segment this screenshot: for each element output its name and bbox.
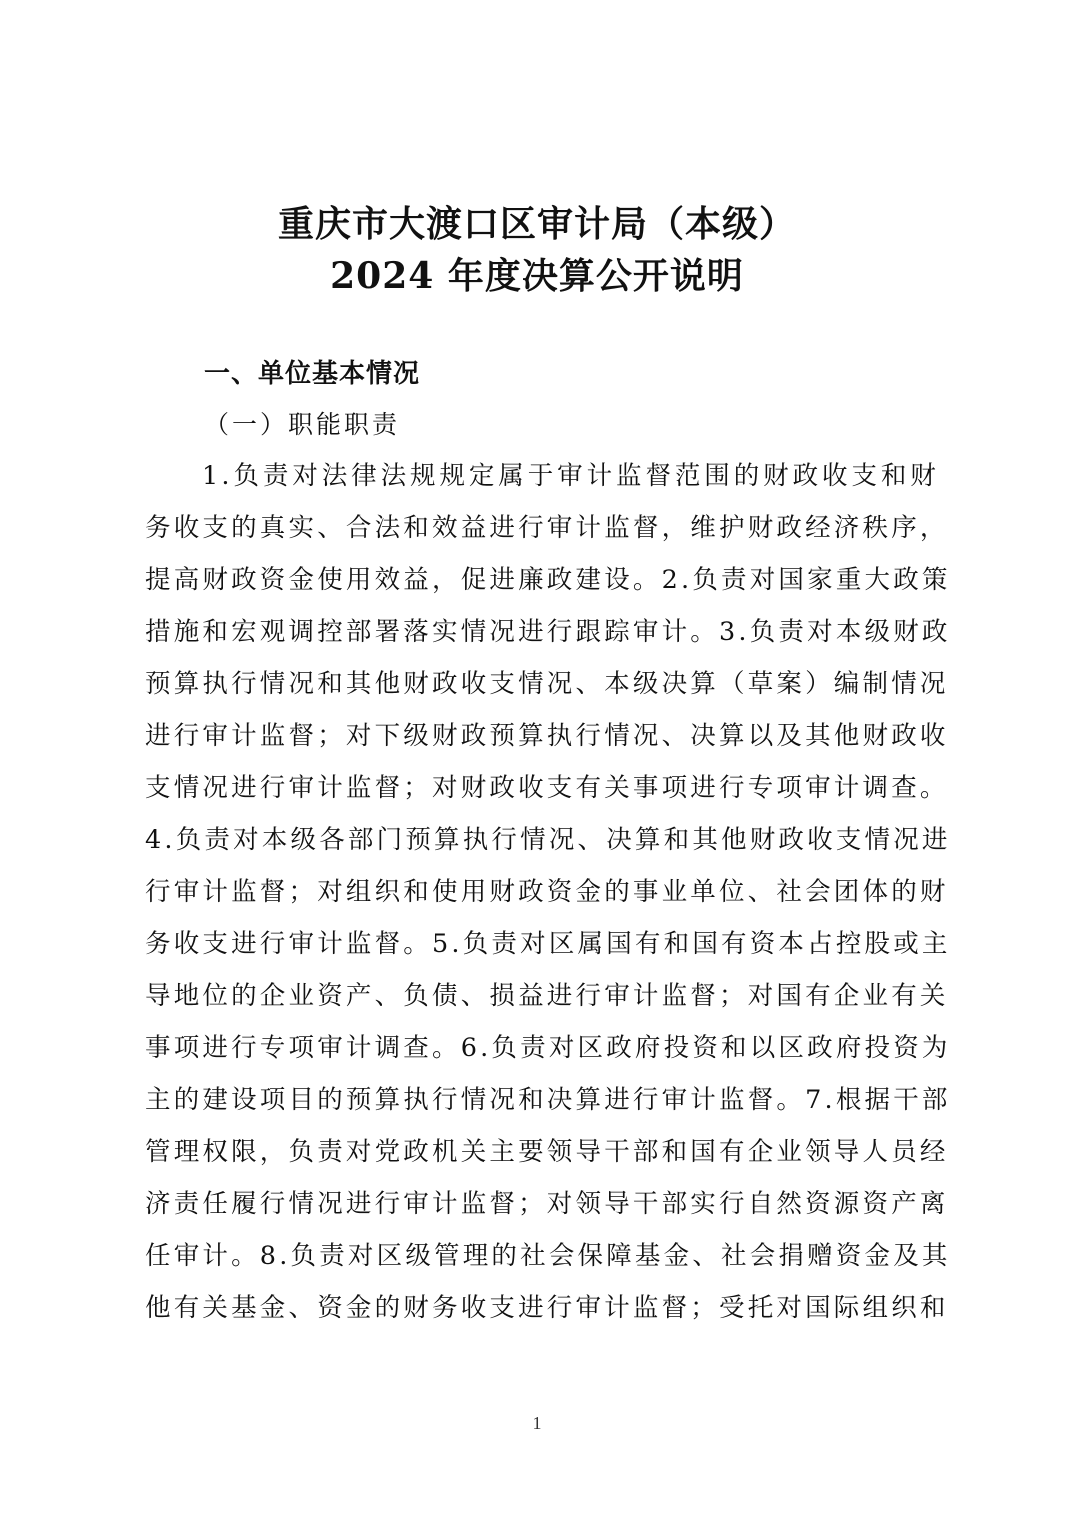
body-line: 预算执行情况和其他财政收支情况、本级决算（草案）编制情况 bbox=[145, 669, 949, 699]
page-number: 1 bbox=[532, 1413, 542, 1433]
body-line: 事项进行专项审计调查。6.负责对区政府投资和以区政府投资为 bbox=[145, 1033, 951, 1063]
body-line: 提高财政资金使用效益，促进廉政建设。2.负责对国家重大政策 bbox=[145, 565, 951, 595]
body-line: 行审计监督；对组织和使用财政资金的事业单位、社会团体的财 bbox=[145, 877, 949, 907]
body-line: 任审计。8.负责对区级管理的社会保障基金、社会捐赠资金及其 bbox=[145, 1241, 951, 1271]
body-line: 管理权限，负责对党政机关主要领导干部和国有企业领导人员经 bbox=[145, 1137, 949, 1167]
body-line: 主的建设项目的预算执行情况和决算进行审计监督。7.根据干部 bbox=[145, 1085, 951, 1115]
body-line: 措施和宏观调控部署落实情况进行跟踪审计。3.负责对本级财政 bbox=[145, 617, 951, 647]
body-line: 进行审计监督；对下级财政预算执行情况、决算以及其他财政收 bbox=[145, 721, 949, 751]
subsection-heading: （一）职能职责 bbox=[204, 410, 401, 439]
body-line: 支情况进行审计监督；对财政收支有关事项进行专项审计调查。 bbox=[145, 773, 949, 803]
section-heading: 一、单位基本情况 bbox=[204, 359, 421, 389]
body-line: 务收支的真实、合法和效益进行审计监督，维护财政经济秩序， bbox=[145, 513, 949, 543]
body-line: 济责任履行情况进行审计监督；对领导干部实行自然资源资产离 bbox=[145, 1189, 949, 1219]
body-line: 1.负责对法律法规规定属于审计监督范围的财政收支和财 bbox=[202, 461, 939, 491]
body-line: 务收支进行审计监督。5.负责对区属国有和国有资本占控股或主 bbox=[145, 929, 951, 959]
document-title-line1: 重庆市大渡口区审计局（本级） bbox=[277, 203, 796, 245]
body-line: 他有关基金、资金的财务收支进行审计监督；受托对国际组织和 bbox=[145, 1293, 949, 1323]
document-title-line2: 2024 年度决算公开说明 bbox=[330, 255, 744, 297]
body-line: 导地位的企业资产、负债、损益进行审计监督；对国有企业有关 bbox=[145, 981, 949, 1011]
body-line: 4.负责对本级各部门预算执行情况、决算和其他财政收支情况进 bbox=[145, 825, 951, 855]
